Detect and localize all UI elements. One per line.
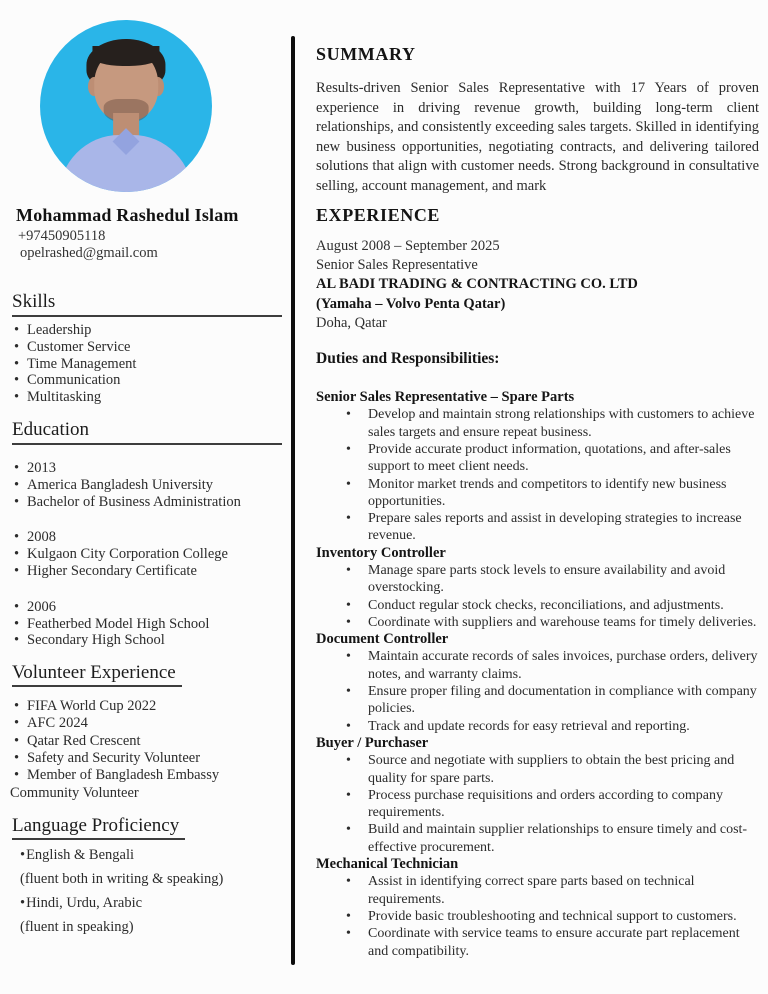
summary-paragraph: Results-driven Senior Sales Representative with 17 Years of proven experience in driving revenue growth, building long-term client relationships, and consistently exceeding sales targets. Skilled in identifying new business opportunities, negotiating contracts, and delivering tailored solutions that align with customer needs. Strong background in consultative selling, account management, and mark bbox=[316, 80, 759, 194]
duty-item: • Track and update records for easy retrieval and reporting. bbox=[316, 718, 759, 735]
volunteer-list bbox=[14, 698, 282, 784]
main-column bbox=[316, 0, 759, 960]
duty-section-title: Mechanical Technician bbox=[316, 856, 459, 873]
education-section bbox=[10, 460, 282, 649]
experience-company: AL BADI TRADING & CONTRACTING CO. LTD bbox=[316, 276, 638, 293]
volunteer-item: • Safety and Security Volunteer bbox=[14, 750, 282, 767]
education-group bbox=[14, 460, 282, 510]
skills-heading: Skills bbox=[12, 292, 282, 317]
duty-section-title: Buyer / Purchaser bbox=[316, 734, 429, 751]
duty-section-title: Document Controller bbox=[316, 631, 449, 648]
duty-item: • Maintain accurate records of sales invoices, purchase orders, delivery notes, and warranty claims. bbox=[316, 648, 759, 683]
duties-heading: Duties and Responsibilities: bbox=[316, 350, 500, 368]
experience-company-sub: (Yamaha – Volvo Penta Qatar) bbox=[316, 295, 506, 312]
experience-location: Doha, Qatar bbox=[316, 314, 387, 331]
education-item: • Featherbed Model High School bbox=[14, 616, 282, 633]
duty-item: • Prepare sales reports and assist in developing strategies to increase revenue. bbox=[316, 510, 759, 545]
summary-heading: SUMMARY bbox=[316, 44, 416, 64]
language-fluency-note: (fluent both in writing & speaking) bbox=[20, 871, 224, 888]
candidate-name: Mohammad Rashedul Islam bbox=[16, 205, 239, 225]
education-item: • Secondary High School bbox=[14, 632, 282, 649]
duty-list bbox=[316, 873, 759, 959]
education-item: • 2006 bbox=[14, 599, 282, 616]
experience-heading: EXPERIENCE bbox=[316, 205, 441, 225]
education-item: • 2013 bbox=[14, 460, 282, 477]
education-item: • Kulgaon City Corporation College bbox=[14, 546, 282, 563]
volunteer-item-continuation: Community Volunteer bbox=[10, 785, 139, 802]
duty-item: • Coordinate with suppliers and warehouse teams for timely deliveries. bbox=[316, 614, 759, 631]
duty-item: • Assist in identifying correct spare parts based on technical requirements. bbox=[316, 873, 759, 908]
experience-dates: August 2008 – September 2025 bbox=[316, 238, 500, 254]
language-section bbox=[20, 847, 282, 936]
language-heading: Language Proficiency bbox=[12, 816, 282, 840]
duty-section-title: Inventory Controller bbox=[316, 544, 446, 561]
skill-item: • Communication bbox=[14, 372, 282, 389]
volunteer-item: • Member of Bangladesh Embassy bbox=[14, 767, 282, 784]
sidebar bbox=[10, 0, 282, 936]
duty-item: • Provide accurate product information, quotations, and after-sales support to meet client needs. bbox=[316, 441, 759, 476]
duty-section-title: Senior Sales Representative – Spare Parts bbox=[316, 389, 575, 406]
duty-list bbox=[316, 752, 759, 856]
duty-list bbox=[316, 406, 759, 544]
experience-details bbox=[316, 237, 759, 333]
skill-item: • Customer Service bbox=[14, 339, 282, 356]
duty-list bbox=[316, 562, 759, 631]
education-heading: Education bbox=[12, 420, 282, 445]
duty-item: • Coordinate with service teams to ensure accurate part replacement and compatibility. bbox=[316, 925, 759, 960]
phone-number: +97450905118 bbox=[18, 228, 106, 244]
duty-list bbox=[316, 648, 759, 734]
duty-item: • Manage spare parts stock levels to ensure availability and avoid overstocking. bbox=[316, 562, 759, 597]
duty-item: • Source and negotiate with suppliers to obtain the best pricing and quality for spare parts. bbox=[316, 752, 759, 787]
photo-hair-shape bbox=[92, 46, 159, 67]
duty-item: • Conduct regular stock checks, reconciliations, and adjustments. bbox=[316, 597, 759, 614]
education-group bbox=[14, 529, 282, 579]
volunteer-item: • Qatar Red Crescent bbox=[14, 733, 282, 750]
skill-item: • Time Management bbox=[14, 356, 282, 373]
duty-item: • Process purchase requisitions and orders according to company requirements. bbox=[316, 787, 759, 822]
language-item: • Hindi, Urdu, Arabic bbox=[20, 895, 282, 912]
duty-item: • Ensure proper filing and documentation in compliance with company policies. bbox=[316, 683, 759, 718]
volunteer-item: • FIFA World Cup 2022 bbox=[14, 698, 282, 715]
duty-item: • Monitor market trends and competitors to identify new business opportunities. bbox=[316, 476, 759, 511]
skills-list bbox=[14, 322, 282, 406]
skill-item: • Multitasking bbox=[14, 389, 282, 406]
education-item: • Bachelor of Business Administration bbox=[14, 494, 282, 511]
column-divider bbox=[291, 36, 295, 965]
education-item: • 2008 bbox=[14, 529, 282, 546]
duty-item: • Provide basic troubleshooting and technical support to customers. bbox=[316, 908, 759, 925]
education-group bbox=[14, 599, 282, 649]
language-item: • English & Bengali bbox=[20, 847, 282, 864]
education-item: • America Bangladesh University bbox=[14, 477, 282, 494]
volunteer-heading: Volunteer Experience bbox=[12, 663, 282, 687]
skill-item: • Leadership bbox=[14, 322, 282, 339]
volunteer-item: • AFC 2024 bbox=[14, 715, 282, 732]
profile-photo bbox=[40, 20, 212, 192]
experience-job-title: Senior Sales Representative bbox=[316, 257, 478, 274]
duty-item: • Build and maintain supplier relationships to ensure timely and cost-effective procurement. bbox=[316, 821, 759, 856]
email-address: opelrashed@gmail.com bbox=[20, 245, 158, 261]
education-item: • Higher Secondary Certificate bbox=[14, 563, 282, 580]
language-fluency-note: (fluent in speaking) bbox=[20, 919, 134, 936]
duty-item: • Develop and maintain strong relationships with customers to achieve sales targets and ensure repeat business. bbox=[316, 406, 759, 441]
